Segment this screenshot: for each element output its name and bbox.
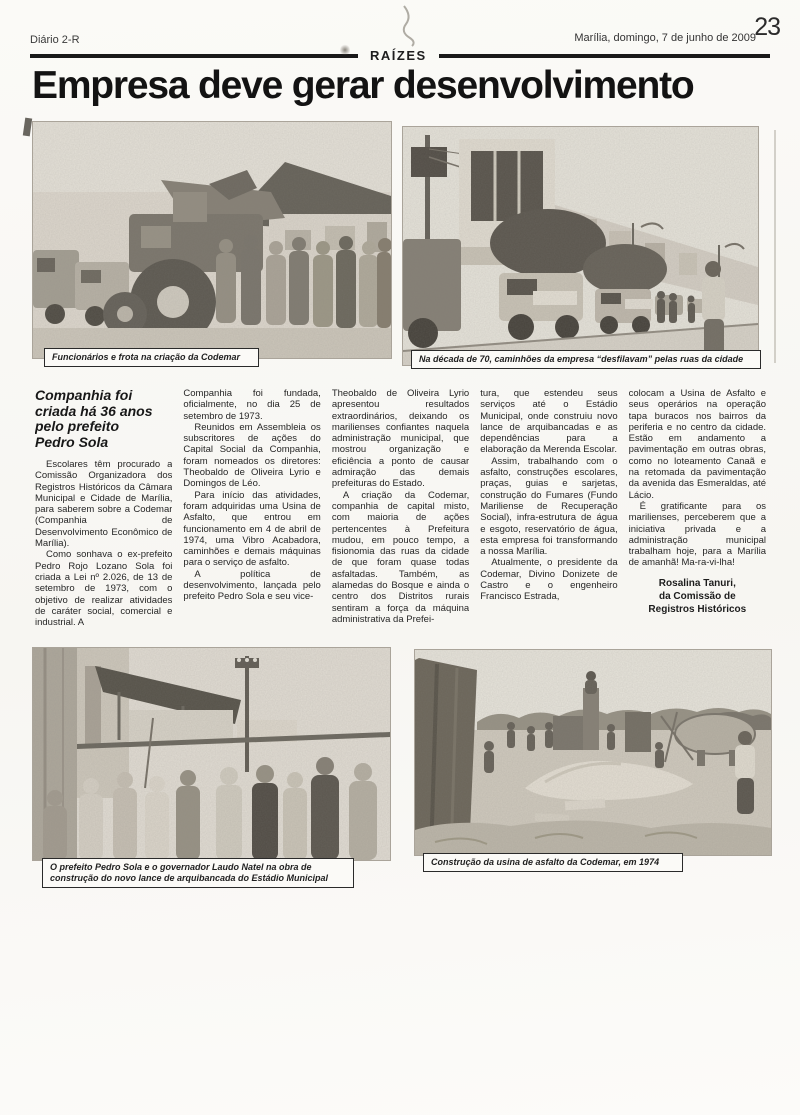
byline (629, 577, 766, 616)
subhead-line: Pedro Sola (35, 433, 109, 450)
byline-line: Registros Históricos (648, 603, 747, 615)
masthead-dateline: Marília, domingo, 7 de junho de 2009 (574, 32, 756, 44)
masthead-edition: Diário 2-R (30, 34, 80, 46)
article-column-5 (629, 388, 766, 642)
article-body (35, 388, 766, 642)
caption-workers-fleet: Funcionários e frota na criação da Codemar (44, 348, 259, 367)
paragraph: Para início das atividades, foram adquiridas uma Usina de Asfalto, que entrou em funcionamento em 4 de abril de 1974, uma Vibro Acabadora, caminhões e demais máquinas para o serviço de asfalto. (183, 489, 321, 569)
scan-smudge-artifact (23, 118, 32, 137)
paragraph: A criação da Codemar, companhia de capital misto, com maioria de ações pertencentes à Prefeitura mudou, em pouco tempo, a fisionomia das ruas da cidade de que foram quase todas asfaltadas. Também, as alamedas do Bosque e ainda o centro dos Distritos rurais sentiram a força da máquina administrativa da Prefei- (331, 489, 470, 625)
article-column-1 (35, 388, 172, 642)
paragraph: colocam a Usina de Asfalto e seus operários na operação tapa buracos nos bairros da periferia e no centro da cidade. Estão em andamento a pavimentação em outras obras, como no loteamento Canaã e na retomada da pavimentação da avenida das Esmeraldas, até Lácio. (628, 388, 767, 501)
paragraph: Reunidos em Assembleia os subscritores de ações do Capital Social da Companhia, foram nomeados os diretores: Theobaldo de Oliveira Lyrio e Domingos de Léo. (183, 421, 321, 490)
paragraph: A política de desenvolvimento, lançada pelo prefeito Pedro Sola e seu vice- (183, 568, 321, 603)
headline: Empresa deve gerar desenvolvimento (32, 64, 694, 107)
page-number: 23 (754, 13, 780, 41)
paragraph: tura, que estendeu seus serviços até o Estádio Municipal, onde construiu novo lance de arquibancadas e as dependências para a elaboração da Merenda Escolar. (480, 388, 618, 456)
section-title: RAÍZES (370, 48, 427, 63)
photo-trucks-street (403, 127, 758, 365)
subhead-line: criada há 36 anos (35, 402, 153, 419)
rule-right-segment (439, 54, 770, 58)
byline-line: da Comissão de (658, 590, 736, 602)
paragraph: Escolares têm procurado a Comissão Organizadora dos Registros Históricos da Câmara Municipal e Cidade de Marília, para saberem sobre a Codemar (Companhia de Desenvolvimento Econômico de Marília). (35, 459, 173, 550)
photo-plant-construction-illustration (415, 650, 771, 855)
subhead-line: Companhia foi (35, 388, 133, 403)
subhead-line: pelo prefeito (35, 418, 120, 434)
caption-stadium-visit: O prefeito Pedro Sola e o governador Laudo Natel na obra de construção do novo lance de arquibancada do Estádio Municipal (42, 858, 354, 888)
paragraph: Atualmente, o presidente da Codemar, Divino Donizete de Castro e o engenheiro Francisco Estrada, (480, 557, 618, 603)
photo-workers-fleet-illustration (33, 122, 391, 358)
paragraph: Como sonhava o ex-prefeito Pedro Rojo Lozano Sola foi criada a Lei nº 2.026, de 13 de setembro de 1973, com o objetivo de realizar atividades de caráter social, comercial e industrial. A (35, 549, 173, 629)
photo-stadium-visit (33, 648, 390, 860)
article-column-2 (183, 388, 320, 642)
paragraph: É gratificante para os marilienses, perceberem que a iniciativa privada e a administração municipal trabalham hoje, para a Marília de amanhã! Ma-ra-vi-lha! (628, 500, 767, 569)
photo-stadium-visit-illustration (33, 648, 390, 860)
photo-workers-fleet (33, 122, 391, 358)
paragraph: Theobaldo de Oliveira Lyrio apresentou resultados extraordinários, deixando os marilienses confiantes naquela administração municipal, que mostrou organização e eficiência a ponto de causar admiração das demais prefeituras do Estado. (331, 388, 470, 490)
article-subhead (35, 388, 172, 450)
scan-edge-artifact (774, 130, 776, 363)
byline-line: Rosalina Tanuri, (658, 577, 736, 589)
article-column-4 (480, 388, 617, 642)
caption-trucks-street: Na década de 70, caminhões da empresa “desfilavam” pelas ruas da cidade (411, 350, 761, 369)
caption-plant-construction: Construção da usina de asfalto da Codemar, em 1974 (423, 853, 683, 872)
article-column-3 (332, 388, 469, 642)
photo-trucks-street-illustration (403, 127, 758, 365)
photo-plant-construction (415, 650, 771, 855)
paragraph: Companhia foi fundada, oficialmente, no dia 25 de setembro de 1973. (183, 388, 321, 422)
pen-squiggle-artifact (388, 2, 422, 48)
paragraph: Assim, trabalhando com o asfalto, construções escolares, praças, guias e sarjetas, construção do Fumares (Fundo Mariliense de Recuperação Social), infra-estrutura de água e esgoto, reservatório de água, esta empresa foi transformando a nossa Marília. (480, 455, 618, 558)
rule-left-segment (30, 54, 358, 58)
section-rule (30, 48, 770, 63)
